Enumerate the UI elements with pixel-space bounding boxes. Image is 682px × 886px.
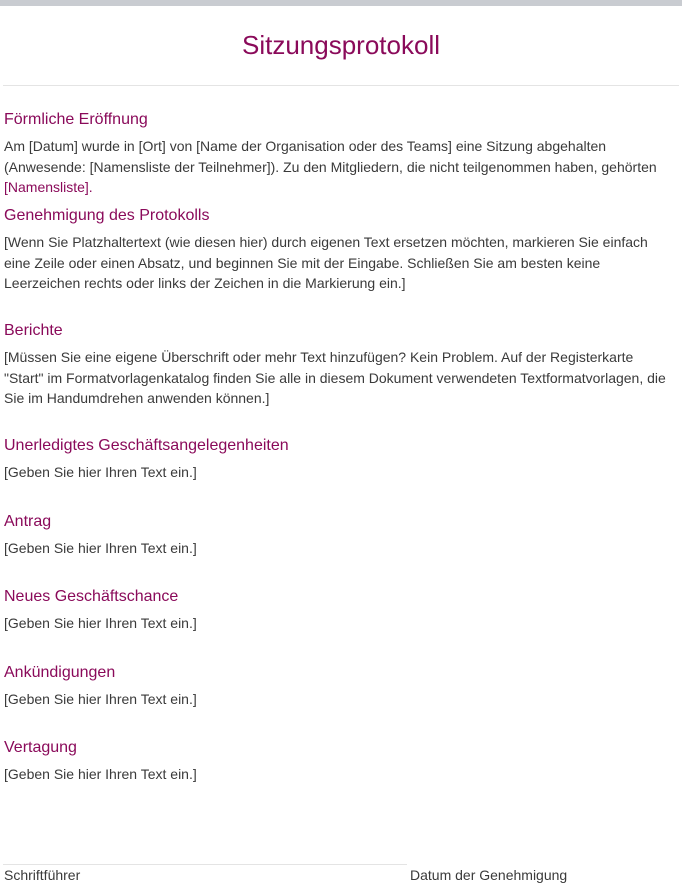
section-heading[interactable]: Berichte bbox=[4, 322, 63, 339]
section-body[interactable]: [Wenn Sie Platzhaltertext (wie diesen hier) durch eigenen Text ersetzen möchten, markieren Sie einfach eine Zeile oder einen Absatz, und beginnen Sie mit der Eingabe. Schließen Sie am besten keine Leerzeichen rechts oder links der Zeichen in die Markierung ein.] bbox=[4, 234, 648, 291]
section-body[interactable]: [Geben Sie hier Ihren Text ein.] bbox=[4, 690, 197, 707]
section-heading[interactable]: Vertagung bbox=[4, 739, 77, 756]
title-divider bbox=[3, 85, 679, 86]
section-reports bbox=[4, 319, 676, 434]
section-approval-of-minutes bbox=[4, 204, 676, 319]
section-body[interactable]: [Geben Sie hier Ihren Text ein.] bbox=[4, 615, 197, 631]
section-motion bbox=[4, 510, 676, 586]
secretary-label[interactable]: Schriftführer bbox=[4, 867, 81, 883]
section-heading[interactable]: Antrag bbox=[4, 512, 52, 530]
section-heading[interactable]: Genehmigung des Protokolls bbox=[4, 207, 210, 224]
top-accent-bar bbox=[0, 0, 682, 6]
section-formal-opening bbox=[4, 108, 676, 204]
section-body[interactable]: [Geben Sie hier Ihren Text ein.] bbox=[4, 464, 197, 480]
section-new-business bbox=[4, 585, 676, 661]
section-body[interactable] bbox=[4, 136, 676, 198]
section-body-text: Am [Datum] wurde in [Ort] von [Name der Organisation oder des Teams] eine Sitzung abgehalten (Anwesende: [Namensliste der Teilnehmer]). Zu den Mitgliedern, die nicht teilgenommen haben, gehörten bbox=[4, 138, 657, 175]
section-adjournment bbox=[4, 736, 676, 812]
section-heading[interactable]: Unerledigtes Geschäftsangelegenheiten bbox=[4, 437, 289, 454]
section-heading[interactable]: Neues Geschäftschance bbox=[4, 588, 179, 605]
section-body[interactable]: [Geben Sie hier Ihren Text ein.] bbox=[4, 766, 197, 782]
document-body bbox=[4, 108, 676, 812]
signature-line bbox=[3, 864, 407, 865]
section-body[interactable]: [Geben Sie hier Ihren Text ein.] bbox=[4, 539, 197, 556]
section-heading[interactable]: Förmliche Eröffnung bbox=[4, 111, 148, 128]
section-unfinished-business bbox=[4, 434, 676, 510]
page-title[interactable]: Sitzungsprotokoll bbox=[242, 30, 440, 60]
approval-date-label[interactable]: Datum der Genehmigung bbox=[410, 867, 568, 883]
section-announcements bbox=[4, 661, 676, 737]
section-body[interactable]: [Müssen Sie eine eigene Überschrift oder mehr Text hinzufügen? Kein Problem. Auf der Registerkarte "Start" im Formatvorlagenkatalog finden Sie alle in diesem Dokument verwendeten Textformatvorlagen, die Sie im Handumdrehen anwenden können.] bbox=[4, 349, 666, 406]
section-heading[interactable]: Ankündigungen bbox=[4, 663, 116, 681]
placeholder-name-list[interactable]: [Namensliste]. bbox=[4, 179, 93, 195]
